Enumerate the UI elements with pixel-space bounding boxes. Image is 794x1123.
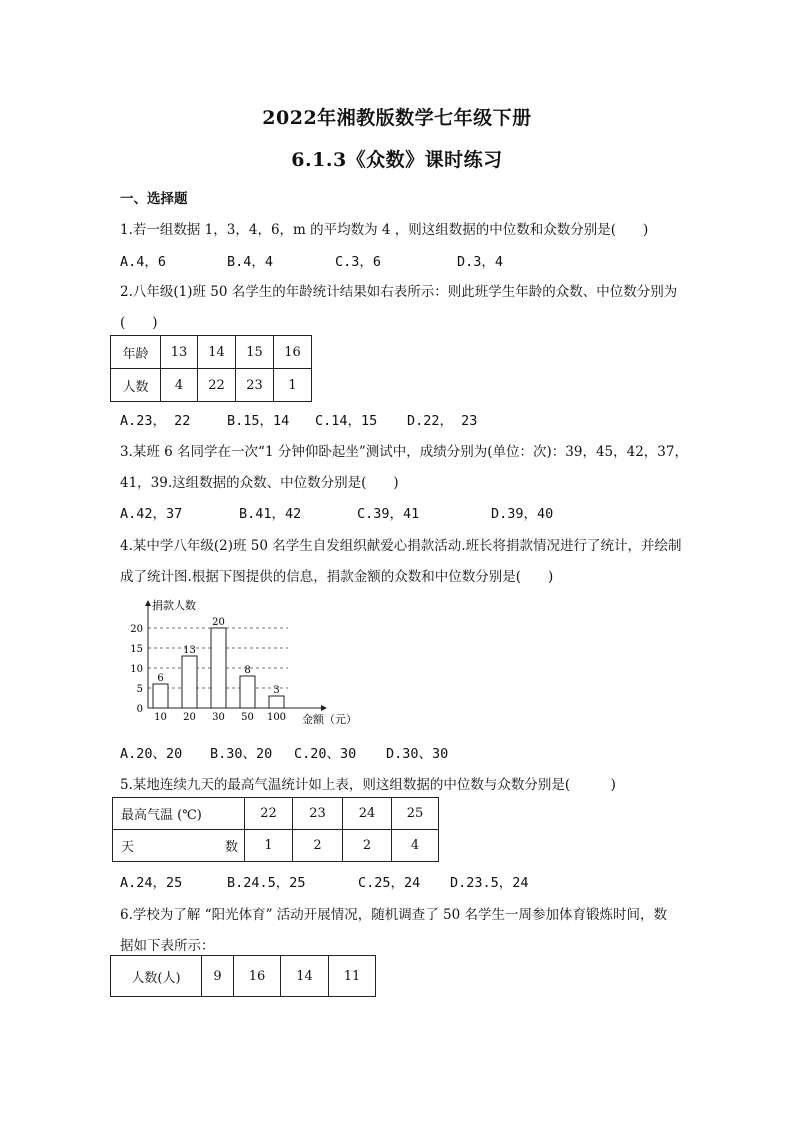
table-header-cell: 人数 <box>111 369 161 402</box>
q1-option-a: A.4，6 <box>120 254 167 270</box>
age-table <box>110 335 312 402</box>
table-cell: 1 <box>274 369 312 402</box>
table-header-cell <box>113 830 245 862</box>
y-axis-title: 捐款人数 <box>152 599 196 612</box>
table-cell: 2 <box>343 830 392 862</box>
q1-option-d: D.3，4 <box>457 254 504 270</box>
q4-option-c: C.20、30 <box>294 746 357 762</box>
table-cell: 16 <box>234 956 281 997</box>
table-row <box>111 336 312 369</box>
q5-option-d: D.23.5，24 <box>450 875 529 891</box>
table-cell: 16 <box>274 336 312 369</box>
table-cell: 4 <box>392 830 439 862</box>
bar-20 <box>182 656 197 708</box>
table-cell: 9 <box>202 956 234 997</box>
x-axis-title: 金额（元） <box>302 713 357 726</box>
y-tick-label: 20 <box>130 624 143 635</box>
x-tick-label: 10 <box>154 712 167 723</box>
bar-100 <box>269 696 284 708</box>
table-row <box>113 798 439 830</box>
x-tick-label: 30 <box>212 712 225 723</box>
bar-value-label: 8 <box>244 665 251 676</box>
table-cell: 15 <box>236 336 274 369</box>
y-tick-label: 0 <box>136 704 143 715</box>
section-heading: 一、选择题 <box>120 191 188 207</box>
row-label-part: 数 <box>224 840 238 855</box>
row-label-part: 天 <box>121 840 135 855</box>
temperature-table <box>112 797 439 862</box>
q2-option-d: D.22， 23 <box>407 413 478 429</box>
bar-value-label: 20 <box>212 617 225 628</box>
table-cell: 14 <box>198 336 236 369</box>
question-2-text-cont: ( ) <box>120 315 158 331</box>
table-row <box>111 369 312 402</box>
table-cell: 23 <box>236 369 274 402</box>
q5-option-c: C.25，24 <box>358 875 421 891</box>
x-tick-label: 20 <box>183 712 196 723</box>
table-cell: 23 <box>293 798 343 830</box>
table-cell: 14 <box>281 956 329 997</box>
document-title: 2022年湘教版数学七年级下册 <box>262 107 532 129</box>
q4-option-d: D.30、30 <box>386 746 449 762</box>
bar-value-label: 13 <box>183 645 196 656</box>
y-tick-label: 5 <box>136 684 143 695</box>
bar-50 <box>240 676 255 708</box>
question-5-text: 5.某地连续九天的最高气温统计如上表，则这组数据的中位数与众数分别是( ) <box>120 777 616 793</box>
question-1-text: 1.若一组数据 1，3，4，6，m 的平均数为 4 ，则这组数据的中位数和众数分别是( ) <box>120 222 649 238</box>
table-cell: 24 <box>343 798 392 830</box>
table-header-cell: 最高气温 (℃) <box>113 798 245 830</box>
y-tick-label: 10 <box>130 664 143 675</box>
bar-10 <box>153 684 168 708</box>
q4-option-b: B.30、20 <box>210 746 273 762</box>
document-subtitle: 6.1.3《众数》课时练习 <box>291 149 503 171</box>
table-cell: 22 <box>198 369 236 402</box>
x-tick-label: 100 <box>266 712 287 723</box>
q3-option-c: C.39，41 <box>357 506 420 522</box>
bar-value-label: 6 <box>157 673 164 684</box>
q1-option-b: B.4，4 <box>227 254 274 270</box>
y-tick-label: 15 <box>130 644 143 655</box>
table-cell: 22 <box>245 798 293 830</box>
question-6-text: 6.学校为了解 “阳光体育” 活动开展情况，随机调查了 50 名学生一周参加体育锻炼时间，数 <box>120 907 668 923</box>
q5-option-b: B.24.5，25 <box>227 875 306 891</box>
question-4-text-cont: 成了统计图.根据下图提供的信息，捐款金额的众数和中位数分别是( ) <box>120 569 554 585</box>
donation-bar-chart <box>130 597 370 732</box>
question-4-text: 4.某中学八年级(2)班 50 名学生自发组织献爱心捐款活动.班长将捐款情况进行了统计，并绘制 <box>120 538 682 554</box>
exercise-time-table <box>110 955 376 997</box>
table-cell: 4 <box>161 369 198 402</box>
question-3-text: 3.某班 6 名同学在一次“1 分钟仰卧起坐”测试中，成绩分别为(单位：次)：39，45，42，37， <box>120 444 688 460</box>
table-cell: 1 <box>245 830 293 862</box>
bar-value-label: 3 <box>273 685 280 696</box>
q2-option-b: B.15，14 <box>227 413 290 429</box>
question-2-text: 2.八年级(1)班 50 名学生的年龄统计结果如右表所示：则此班学生年龄的众数、中位数分别为 <box>120 284 678 300</box>
table-header-cell: 年龄 <box>111 336 161 369</box>
table-cell: 13 <box>161 336 198 369</box>
q3-option-d: D.39，40 <box>491 506 554 522</box>
table-cell: 2 <box>293 830 343 862</box>
q2-option-a: A.23， 22 <box>120 413 191 429</box>
q5-option-a: A.24，25 <box>120 875 183 891</box>
q3-option-b: B.41，42 <box>239 506 302 522</box>
x-tick-label: 50 <box>241 712 254 723</box>
table-cell: 25 <box>392 798 439 830</box>
q3-option-a: A.42，37 <box>120 506 183 522</box>
table-header-cell: 人数(人) <box>111 956 202 997</box>
q2-option-c: C.14，15 <box>315 413 378 429</box>
table-row <box>113 830 439 862</box>
table-row <box>111 956 376 997</box>
question-3-text-cont: 41，39.这组数据的众数、中位数分别是( ) <box>120 475 399 491</box>
bar-30 <box>211 628 226 708</box>
q1-option-c: C.3，6 <box>335 254 382 270</box>
q4-option-a: A.20、20 <box>120 746 183 762</box>
table-cell: 11 <box>329 956 376 997</box>
question-6-text-cont: 据如下表所示： <box>120 938 215 954</box>
